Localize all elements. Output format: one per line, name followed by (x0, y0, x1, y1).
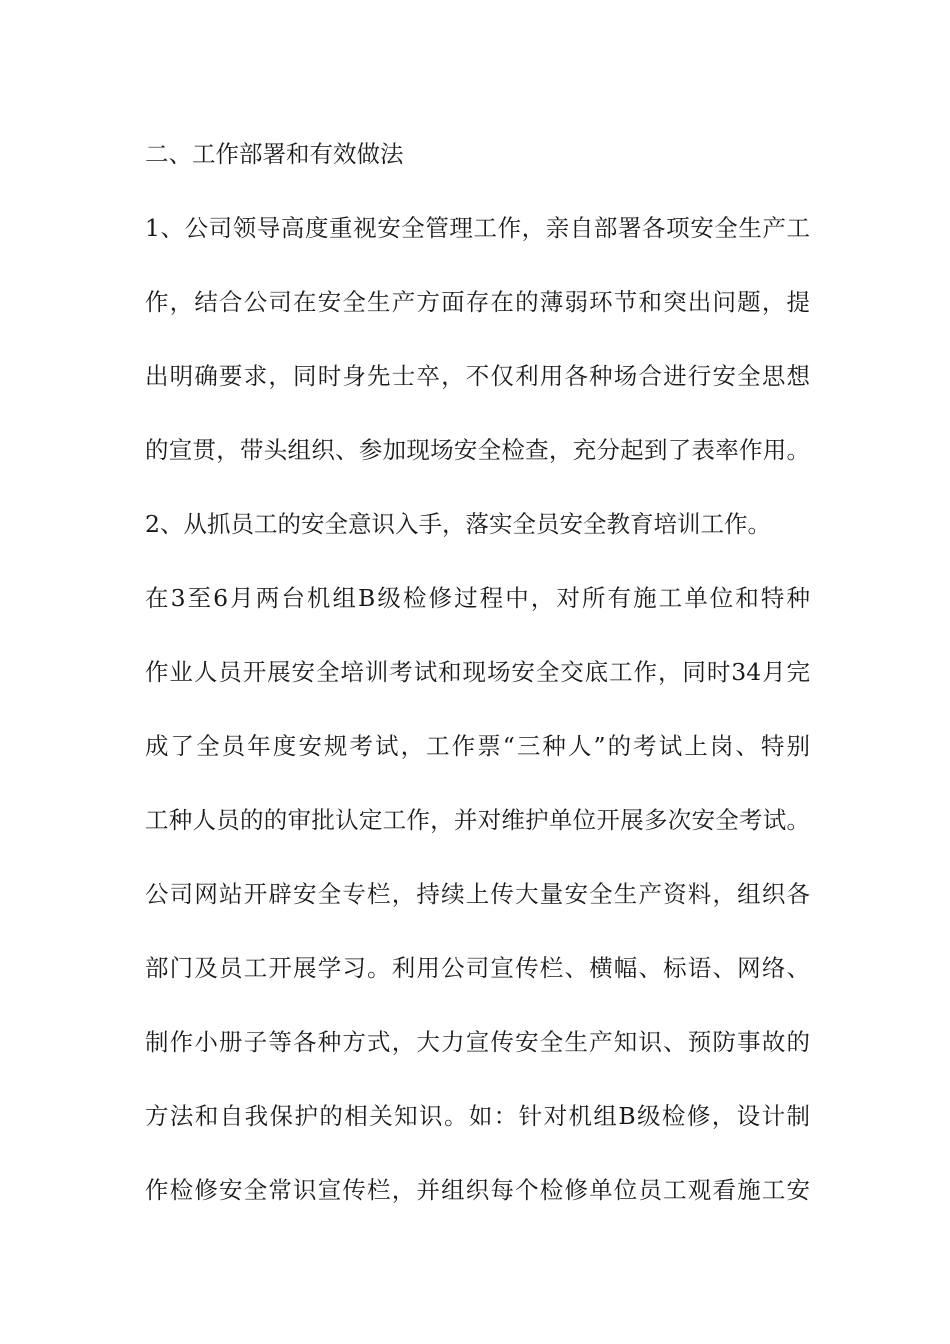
text-line: 方法和自我保护的相关知识。如：针对机组B级检修，设计制 (145, 1102, 810, 1130)
text-line: 在3至6月两台机组B级检修过程中，对所有施工单位和特种 (145, 584, 810, 612)
text-line: 出明确要求，同时身先士卒，不仅利用各种场合进行安全思想 (145, 362, 810, 390)
text-line: 工种人员的的审批认定工作，并对维护单位开展多次安全考试。 (145, 806, 810, 834)
text-line: 1、公司领导高度重视安全管理工作，亲自部署各项安全生产工 (145, 214, 810, 242)
text-line: 成了全员年度安规考试，工作票“三种人”的考试上岗、特别 (145, 732, 810, 760)
text-line: 作检修安全常识宣传栏，并组织每个检修单位员工观看施工安 (145, 1176, 810, 1204)
text-line: 制作小册子等各种方式，大力宣传安全生产知识、预防事故的 (145, 1028, 810, 1056)
text-line: 作业人员开展安全培训考试和现场安全交底工作，同时34月完 (145, 658, 810, 686)
text-line: 公司网站开辟安全专栏，持续上传大量安全生产资料，组织各 (145, 880, 810, 908)
text-line: 作，结合公司在安全生产方面存在的薄弱环节和突出问题，提 (145, 288, 810, 316)
text-line: 的宣贯，带头组织、参加现场安全检查，充分起到了表率作用。 (145, 436, 810, 464)
text-line: 2、从抓员工的安全意识入手，落实全员安全教育培训工作。 (145, 510, 771, 538)
text-line: 部门及员工开展学习。利用公司宣传栏、横幅、标语、网络、 (145, 954, 810, 982)
section-heading: 二、工作部署和有效做法 (145, 140, 404, 168)
